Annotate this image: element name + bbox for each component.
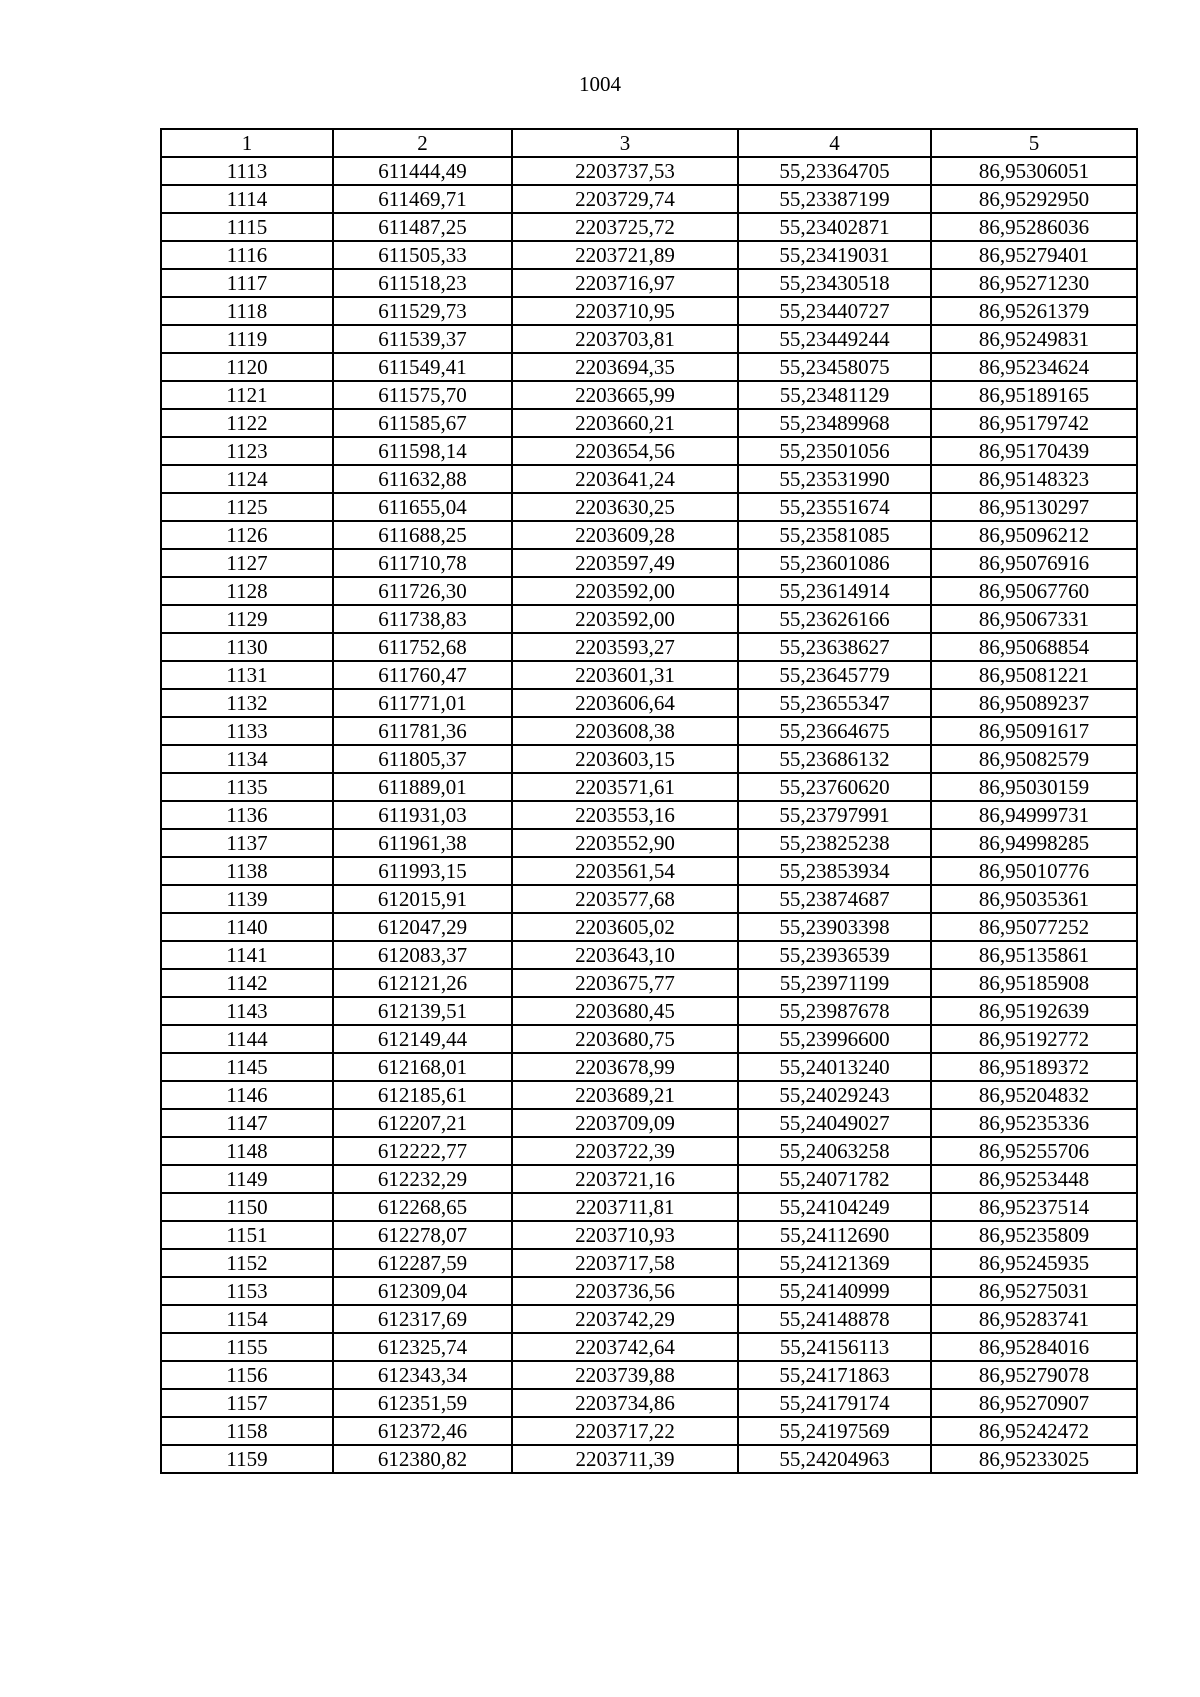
- x-coordinate-cell: 611529,73: [333, 297, 512, 325]
- y-coordinate-cell: 2203606,64: [512, 689, 738, 717]
- y-coordinate-cell: 2203711,81: [512, 1193, 738, 1221]
- point-number-cell: 1141: [161, 941, 333, 969]
- latitude-cell: 55,24049027: [738, 1109, 931, 1137]
- longitude-cell: 86,95233025: [931, 1445, 1137, 1473]
- point-number-cell: 1121: [161, 381, 333, 409]
- longitude-cell: 86,95270907: [931, 1389, 1137, 1417]
- point-number-cell: 1124: [161, 465, 333, 493]
- y-coordinate-cell: 2203660,21: [512, 409, 738, 437]
- latitude-cell: 55,23686132: [738, 745, 931, 773]
- y-coordinate-cell: 2203597,49: [512, 549, 738, 577]
- x-coordinate-cell: 611632,88: [333, 465, 512, 493]
- x-coordinate-cell: 612083,37: [333, 941, 512, 969]
- table-body: [161, 157, 1137, 1473]
- y-coordinate-cell: 2203601,31: [512, 661, 738, 689]
- point-number-cell: 1137: [161, 829, 333, 857]
- longitude-cell: 86,94999731: [931, 801, 1137, 829]
- point-number-cell: 1128: [161, 577, 333, 605]
- x-coordinate-cell: 611931,03: [333, 801, 512, 829]
- table-row: [161, 297, 1137, 325]
- latitude-cell: 55,23501056: [738, 437, 931, 465]
- latitude-cell: 55,23458075: [738, 353, 931, 381]
- x-coordinate-cell: 612278,07: [333, 1221, 512, 1249]
- point-number-cell: 1127: [161, 549, 333, 577]
- table-row: [161, 1081, 1137, 1109]
- point-number-cell: 1129: [161, 605, 333, 633]
- table-row: [161, 1305, 1137, 1333]
- table-row: [161, 521, 1137, 549]
- x-coordinate-cell: 612325,74: [333, 1333, 512, 1361]
- latitude-cell: 55,23853934: [738, 857, 931, 885]
- x-coordinate-cell: 612185,61: [333, 1081, 512, 1109]
- table-row: [161, 213, 1137, 241]
- latitude-cell: 55,24104249: [738, 1193, 931, 1221]
- y-coordinate-cell: 2203680,75: [512, 1025, 738, 1053]
- y-coordinate-cell: 2203722,39: [512, 1137, 738, 1165]
- x-coordinate-cell: 612139,51: [333, 997, 512, 1025]
- x-coordinate-cell: 611726,30: [333, 577, 512, 605]
- x-coordinate-cell: 611598,14: [333, 437, 512, 465]
- point-number-cell: 1140: [161, 913, 333, 941]
- latitude-cell: 55,23903398: [738, 913, 931, 941]
- point-number-cell: 1158: [161, 1417, 333, 1445]
- x-coordinate-cell: 611889,01: [333, 773, 512, 801]
- table-row: [161, 1165, 1137, 1193]
- longitude-cell: 86,95235336: [931, 1109, 1137, 1137]
- longitude-cell: 86,95096212: [931, 521, 1137, 549]
- x-coordinate-cell: 611688,25: [333, 521, 512, 549]
- x-coordinate-cell: 612268,65: [333, 1193, 512, 1221]
- latitude-cell: 55,23551674: [738, 493, 931, 521]
- table-row: [161, 549, 1137, 577]
- longitude-cell: 86,95030159: [931, 773, 1137, 801]
- latitude-cell: 55,23430518: [738, 269, 931, 297]
- table-row: [161, 857, 1137, 885]
- point-number-cell: 1115: [161, 213, 333, 241]
- table-row: [161, 1025, 1137, 1053]
- point-number-cell: 1154: [161, 1305, 333, 1333]
- x-coordinate-cell: 611738,83: [333, 605, 512, 633]
- point-number-cell: 1130: [161, 633, 333, 661]
- latitude-cell: 55,23531990: [738, 465, 931, 493]
- longitude-cell: 86,94998285: [931, 829, 1137, 857]
- x-coordinate-cell: 611805,37: [333, 745, 512, 773]
- longitude-cell: 86,95130297: [931, 493, 1137, 521]
- table-row: [161, 1445, 1137, 1473]
- latitude-cell: 55,24112690: [738, 1221, 931, 1249]
- longitude-cell: 86,95275031: [931, 1277, 1137, 1305]
- y-coordinate-cell: 2203553,16: [512, 801, 738, 829]
- column-header: 1: [161, 129, 333, 157]
- latitude-cell: 55,24013240: [738, 1053, 931, 1081]
- y-coordinate-cell: 2203608,38: [512, 717, 738, 745]
- table-row: [161, 437, 1137, 465]
- x-coordinate-cell: 612149,44: [333, 1025, 512, 1053]
- point-number-cell: 1134: [161, 745, 333, 773]
- longitude-cell: 86,95192772: [931, 1025, 1137, 1053]
- y-coordinate-cell: 2203561,54: [512, 857, 738, 885]
- x-coordinate-cell: 611469,71: [333, 185, 512, 213]
- point-number-cell: 1133: [161, 717, 333, 745]
- point-number-cell: 1151: [161, 1221, 333, 1249]
- x-coordinate-cell: 612015,91: [333, 885, 512, 913]
- latitude-cell: 55,23402871: [738, 213, 931, 241]
- point-number-cell: 1145: [161, 1053, 333, 1081]
- latitude-cell: 55,24121369: [738, 1249, 931, 1277]
- longitude-cell: 86,95235809: [931, 1221, 1137, 1249]
- column-header: 5: [931, 129, 1137, 157]
- point-number-cell: 1119: [161, 325, 333, 353]
- y-coordinate-cell: 2203716,97: [512, 269, 738, 297]
- latitude-cell: 55,23825238: [738, 829, 931, 857]
- longitude-cell: 86,95234624: [931, 353, 1137, 381]
- latitude-cell: 55,23874687: [738, 885, 931, 913]
- y-coordinate-cell: 2203609,28: [512, 521, 738, 549]
- table-row: [161, 465, 1137, 493]
- point-number-cell: 1147: [161, 1109, 333, 1137]
- longitude-cell: 86,95081221: [931, 661, 1137, 689]
- x-coordinate-cell: 612380,82: [333, 1445, 512, 1473]
- table-header: [161, 129, 1137, 157]
- table-row: [161, 1193, 1137, 1221]
- y-coordinate-cell: 2203689,21: [512, 1081, 738, 1109]
- point-number-cell: 1117: [161, 269, 333, 297]
- point-number-cell: 1135: [161, 773, 333, 801]
- longitude-cell: 86,95253448: [931, 1165, 1137, 1193]
- coordinates-table: [160, 128, 1138, 1474]
- point-number-cell: 1146: [161, 1081, 333, 1109]
- latitude-cell: 55,24071782: [738, 1165, 931, 1193]
- y-coordinate-cell: 2203711,39: [512, 1445, 738, 1473]
- longitude-cell: 86,95292950: [931, 185, 1137, 213]
- longitude-cell: 86,95135861: [931, 941, 1137, 969]
- latitude-cell: 55,24197569: [738, 1417, 931, 1445]
- table-row: [161, 1389, 1137, 1417]
- point-number-cell: 1150: [161, 1193, 333, 1221]
- y-coordinate-cell: 2203736,56: [512, 1277, 738, 1305]
- latitude-cell: 55,23440727: [738, 297, 931, 325]
- table-row: [161, 269, 1137, 297]
- point-number-cell: 1122: [161, 409, 333, 437]
- x-coordinate-cell: 611539,37: [333, 325, 512, 353]
- x-coordinate-cell: 611781,36: [333, 717, 512, 745]
- y-coordinate-cell: 2203605,02: [512, 913, 738, 941]
- y-coordinate-cell: 2203739,88: [512, 1361, 738, 1389]
- longitude-cell: 86,95185908: [931, 969, 1137, 997]
- y-coordinate-cell: 2203721,16: [512, 1165, 738, 1193]
- x-coordinate-cell: 611505,33: [333, 241, 512, 269]
- x-coordinate-cell: 612232,29: [333, 1165, 512, 1193]
- y-coordinate-cell: 2203742,64: [512, 1333, 738, 1361]
- longitude-cell: 86,95192639: [931, 997, 1137, 1025]
- table-row: [161, 1249, 1137, 1277]
- latitude-cell: 55,23996600: [738, 1025, 931, 1053]
- x-coordinate-cell: 612207,21: [333, 1109, 512, 1137]
- x-coordinate-cell: 611518,23: [333, 269, 512, 297]
- table-row: [161, 409, 1137, 437]
- y-coordinate-cell: 2203630,25: [512, 493, 738, 521]
- longitude-cell: 86,95035361: [931, 885, 1137, 913]
- x-coordinate-cell: 612287,59: [333, 1249, 512, 1277]
- latitude-cell: 55,23638627: [738, 633, 931, 661]
- table-row: [161, 185, 1137, 213]
- longitude-cell: 86,95271230: [931, 269, 1137, 297]
- y-coordinate-cell: 2203603,15: [512, 745, 738, 773]
- point-number-cell: 1143: [161, 997, 333, 1025]
- y-coordinate-cell: 2203710,93: [512, 1221, 738, 1249]
- x-coordinate-cell: 612317,69: [333, 1305, 512, 1333]
- latitude-cell: 55,23614914: [738, 577, 931, 605]
- longitude-cell: 86,95279078: [931, 1361, 1137, 1389]
- latitude-cell: 55,23655347: [738, 689, 931, 717]
- table-row: [161, 241, 1137, 269]
- point-number-cell: 1138: [161, 857, 333, 885]
- x-coordinate-cell: 611575,70: [333, 381, 512, 409]
- longitude-cell: 86,95089237: [931, 689, 1137, 717]
- longitude-cell: 86,95255706: [931, 1137, 1137, 1165]
- y-coordinate-cell: 2203641,24: [512, 465, 738, 493]
- longitude-cell: 86,95067331: [931, 605, 1137, 633]
- table-row: [161, 829, 1137, 857]
- latitude-cell: 55,24156113: [738, 1333, 931, 1361]
- longitude-cell: 86,95067760: [931, 577, 1137, 605]
- table-row: [161, 941, 1137, 969]
- table-row: [161, 717, 1137, 745]
- latitude-cell: 55,24140999: [738, 1277, 931, 1305]
- y-coordinate-cell: 2203592,00: [512, 577, 738, 605]
- x-coordinate-cell: 611752,68: [333, 633, 512, 661]
- latitude-cell: 55,23626166: [738, 605, 931, 633]
- y-coordinate-cell: 2203675,77: [512, 969, 738, 997]
- longitude-cell: 86,95245935: [931, 1249, 1137, 1277]
- point-number-cell: 1149: [161, 1165, 333, 1193]
- x-coordinate-cell: 611549,41: [333, 353, 512, 381]
- column-header: 3: [512, 129, 738, 157]
- point-number-cell: 1131: [161, 661, 333, 689]
- column-header: 4: [738, 129, 931, 157]
- x-coordinate-cell: 612222,77: [333, 1137, 512, 1165]
- table-row: [161, 353, 1137, 381]
- longitude-cell: 86,95179742: [931, 409, 1137, 437]
- table-row: [161, 801, 1137, 829]
- table-row: [161, 605, 1137, 633]
- y-coordinate-cell: 2203694,35: [512, 353, 738, 381]
- y-coordinate-cell: 2203725,72: [512, 213, 738, 241]
- table-row: [161, 773, 1137, 801]
- y-coordinate-cell: 2203734,86: [512, 1389, 738, 1417]
- point-number-cell: 1156: [161, 1361, 333, 1389]
- table-row: [161, 745, 1137, 773]
- x-coordinate-cell: 611655,04: [333, 493, 512, 521]
- longitude-cell: 86,95170439: [931, 437, 1137, 465]
- longitude-cell: 86,95204832: [931, 1081, 1137, 1109]
- y-coordinate-cell: 2203710,95: [512, 297, 738, 325]
- point-number-cell: 1159: [161, 1445, 333, 1473]
- longitude-cell: 86,95306051: [931, 157, 1137, 185]
- table-row: [161, 661, 1137, 689]
- point-number-cell: 1157: [161, 1389, 333, 1417]
- x-coordinate-cell: 611710,78: [333, 549, 512, 577]
- x-coordinate-cell: 611993,15: [333, 857, 512, 885]
- longitude-cell: 86,95189372: [931, 1053, 1137, 1081]
- latitude-cell: 55,23449244: [738, 325, 931, 353]
- table-row: [161, 1333, 1137, 1361]
- table-row: [161, 1053, 1137, 1081]
- y-coordinate-cell: 2203729,74: [512, 185, 738, 213]
- header-row: [161, 129, 1137, 157]
- table-row: [161, 1137, 1137, 1165]
- x-coordinate-cell: 612351,59: [333, 1389, 512, 1417]
- x-coordinate-cell: 612047,29: [333, 913, 512, 941]
- longitude-cell: 86,95279401: [931, 241, 1137, 269]
- x-coordinate-cell: 611771,01: [333, 689, 512, 717]
- x-coordinate-cell: 611585,67: [333, 409, 512, 437]
- x-coordinate-cell: 612168,01: [333, 1053, 512, 1081]
- point-number-cell: 1136: [161, 801, 333, 829]
- x-coordinate-cell: 612121,26: [333, 969, 512, 997]
- y-coordinate-cell: 2203717,22: [512, 1417, 738, 1445]
- point-number-cell: 1155: [161, 1333, 333, 1361]
- latitude-cell: 55,23664675: [738, 717, 931, 745]
- table-row: [161, 633, 1137, 661]
- latitude-cell: 55,23601086: [738, 549, 931, 577]
- longitude-cell: 86,95068854: [931, 633, 1137, 661]
- point-number-cell: 1142: [161, 969, 333, 997]
- point-number-cell: 1120: [161, 353, 333, 381]
- y-coordinate-cell: 2203680,45: [512, 997, 738, 1025]
- point-number-cell: 1152: [161, 1249, 333, 1277]
- table-row: [161, 1109, 1137, 1137]
- table-row: [161, 913, 1137, 941]
- y-coordinate-cell: 2203737,53: [512, 157, 738, 185]
- longitude-cell: 86,95189165: [931, 381, 1137, 409]
- table-row: [161, 1417, 1137, 1445]
- table-row: [161, 493, 1137, 521]
- y-coordinate-cell: 2203709,09: [512, 1109, 738, 1137]
- table-row: [161, 1277, 1137, 1305]
- point-number-cell: 1132: [161, 689, 333, 717]
- longitude-cell: 86,95284016: [931, 1333, 1137, 1361]
- y-coordinate-cell: 2203717,58: [512, 1249, 738, 1277]
- table-row: [161, 689, 1137, 717]
- table-row: [161, 1221, 1137, 1249]
- column-header: 2: [333, 129, 512, 157]
- point-number-cell: 1144: [161, 1025, 333, 1053]
- x-coordinate-cell: 611961,38: [333, 829, 512, 857]
- latitude-cell: 55,23797991: [738, 801, 931, 829]
- x-coordinate-cell: 611487,25: [333, 213, 512, 241]
- longitude-cell: 86,95082579: [931, 745, 1137, 773]
- table-row: [161, 577, 1137, 605]
- y-coordinate-cell: 2203654,56: [512, 437, 738, 465]
- latitude-cell: 55,24148878: [738, 1305, 931, 1333]
- y-coordinate-cell: 2203593,27: [512, 633, 738, 661]
- point-number-cell: 1123: [161, 437, 333, 465]
- latitude-cell: 55,23387199: [738, 185, 931, 213]
- latitude-cell: 55,23481129: [738, 381, 931, 409]
- latitude-cell: 55,24171863: [738, 1361, 931, 1389]
- point-number-cell: 1148: [161, 1137, 333, 1165]
- point-number-cell: 1139: [161, 885, 333, 913]
- x-coordinate-cell: 611444,49: [333, 157, 512, 185]
- latitude-cell: 55,23987678: [738, 997, 931, 1025]
- longitude-cell: 86,95261379: [931, 297, 1137, 325]
- longitude-cell: 86,95286036: [931, 213, 1137, 241]
- y-coordinate-cell: 2203703,81: [512, 325, 738, 353]
- latitude-cell: 55,23645779: [738, 661, 931, 689]
- point-number-cell: 1125: [161, 493, 333, 521]
- x-coordinate-cell: 611760,47: [333, 661, 512, 689]
- latitude-cell: 55,24204963: [738, 1445, 931, 1473]
- point-number-cell: 1126: [161, 521, 333, 549]
- x-coordinate-cell: 612343,34: [333, 1361, 512, 1389]
- longitude-cell: 86,95237514: [931, 1193, 1137, 1221]
- latitude-cell: 55,23581085: [738, 521, 931, 549]
- y-coordinate-cell: 2203678,99: [512, 1053, 738, 1081]
- x-coordinate-cell: 612372,46: [333, 1417, 512, 1445]
- longitude-cell: 86,95091617: [931, 717, 1137, 745]
- longitude-cell: 86,95148323: [931, 465, 1137, 493]
- table-row: [161, 1361, 1137, 1389]
- table-row: [161, 325, 1137, 353]
- y-coordinate-cell: 2203665,99: [512, 381, 738, 409]
- latitude-cell: 55,23971199: [738, 969, 931, 997]
- latitude-cell: 55,23936539: [738, 941, 931, 969]
- latitude-cell: 55,23419031: [738, 241, 931, 269]
- latitude-cell: 55,23364705: [738, 157, 931, 185]
- y-coordinate-cell: 2203577,68: [512, 885, 738, 913]
- point-number-cell: 1114: [161, 185, 333, 213]
- point-number-cell: 1153: [161, 1277, 333, 1305]
- latitude-cell: 55,23489968: [738, 409, 931, 437]
- y-coordinate-cell: 2203571,61: [512, 773, 738, 801]
- longitude-cell: 86,95283741: [931, 1305, 1137, 1333]
- longitude-cell: 86,95010776: [931, 857, 1137, 885]
- longitude-cell: 86,95249831: [931, 325, 1137, 353]
- latitude-cell: 55,24179174: [738, 1389, 931, 1417]
- table-row: [161, 381, 1137, 409]
- table-row: [161, 997, 1137, 1025]
- latitude-cell: 55,24063258: [738, 1137, 931, 1165]
- longitude-cell: 86,95242472: [931, 1417, 1137, 1445]
- point-number-cell: 1116: [161, 241, 333, 269]
- y-coordinate-cell: 2203742,29: [512, 1305, 738, 1333]
- page-number: 1004: [579, 72, 621, 96]
- longitude-cell: 86,95076916: [931, 549, 1137, 577]
- longitude-cell: 86,95077252: [931, 913, 1137, 941]
- table-row: [161, 969, 1137, 997]
- x-coordinate-cell: 612309,04: [333, 1277, 512, 1305]
- point-number-cell: 1113: [161, 157, 333, 185]
- table-row: [161, 885, 1137, 913]
- latitude-cell: 55,23760620: [738, 773, 931, 801]
- y-coordinate-cell: 2203643,10: [512, 941, 738, 969]
- y-coordinate-cell: 2203592,00: [512, 605, 738, 633]
- point-number-cell: 1118: [161, 297, 333, 325]
- latitude-cell: 55,24029243: [738, 1081, 931, 1109]
- y-coordinate-cell: 2203552,90: [512, 829, 738, 857]
- table-row: [161, 157, 1137, 185]
- y-coordinate-cell: 2203721,89: [512, 241, 738, 269]
